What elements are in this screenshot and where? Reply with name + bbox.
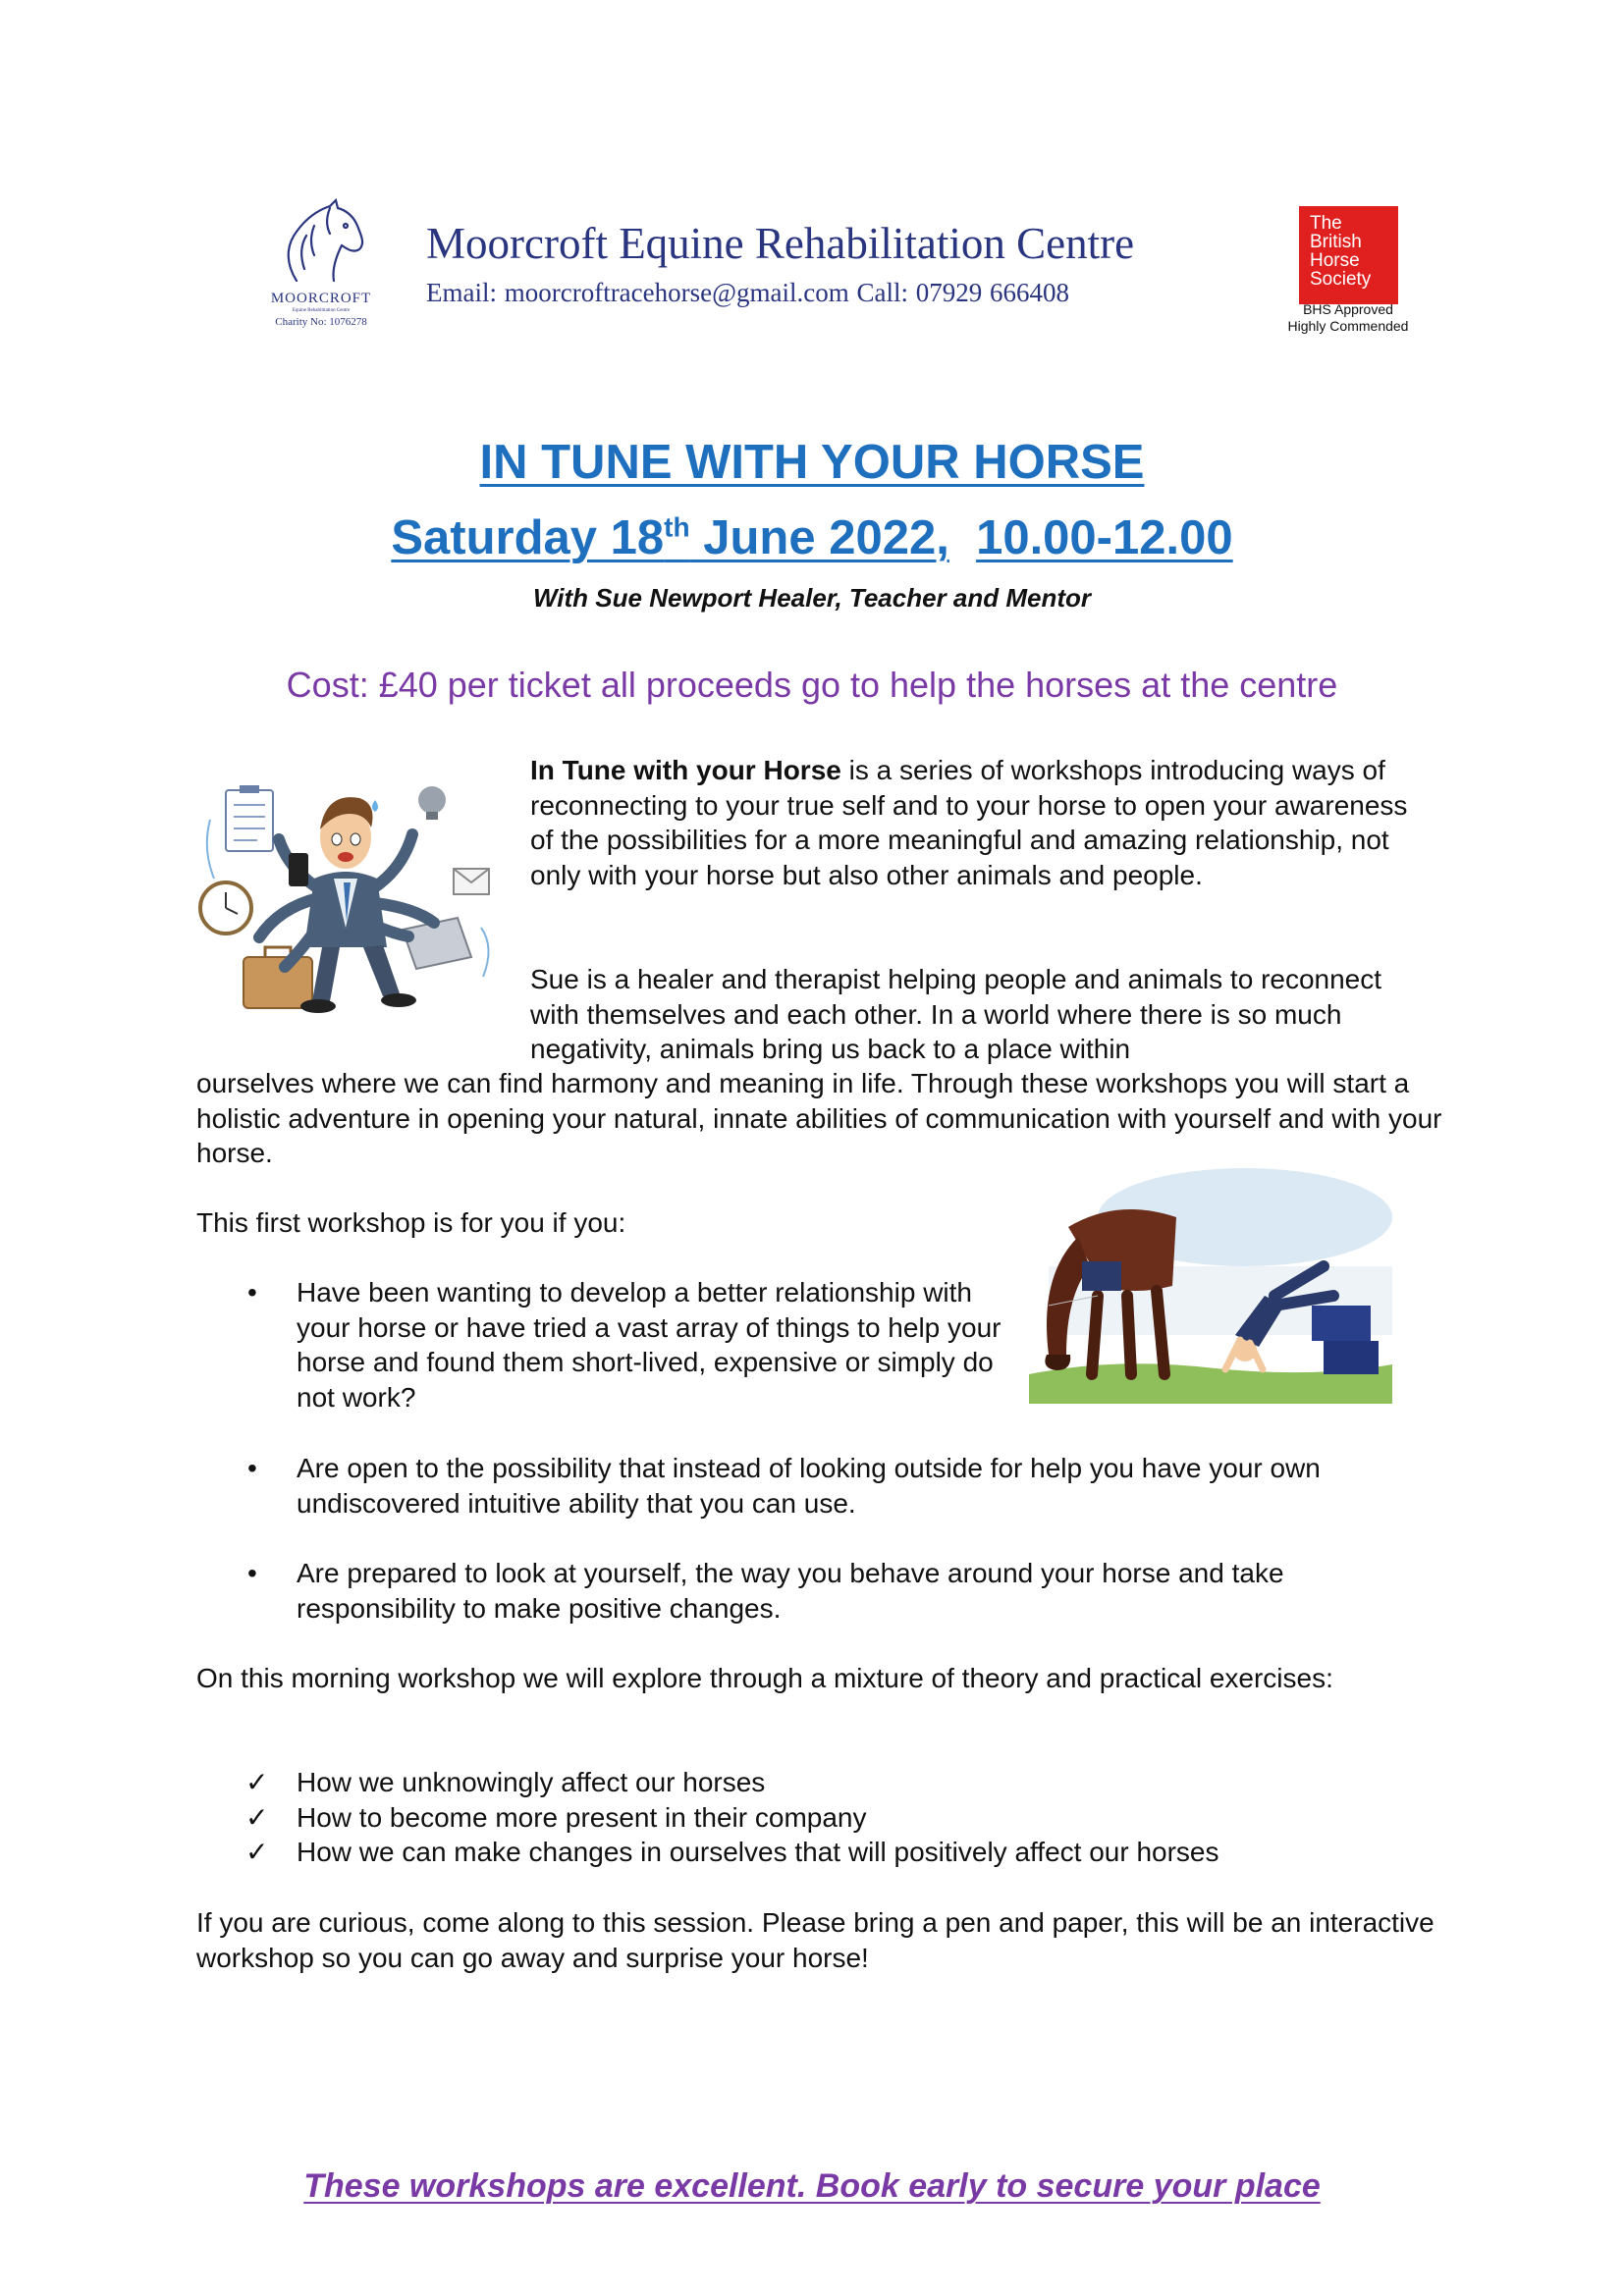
bullet-item <box>247 1275 1013 1415</box>
busy-businessman-illustration <box>196 761 511 1021</box>
intro-rest: is a series of workshops introducing ways of reconnecting to your true self and to your horse to open your awareness of the possibilities for a more meaningful and amazing relationship, not only with your horse but also other animals and people. <box>530 755 1408 890</box>
event-time: 10.00-12.00 <box>976 511 1233 564</box>
bullet-item <box>247 1556 1435 1626</box>
bullet-item <box>247 1451 1435 1521</box>
footer-text: These workshops are excellent. Book early to secure your place <box>303 2167 1321 2205</box>
bhs-logo <box>1299 206 1398 304</box>
bullet-text: Have been wanting to develop a better relationship with your horse or have tried a vast array of things to help your horse and found them short-lived, expensive or simply do not work? <box>297 1277 1001 1413</box>
horse-head-logo-icon <box>257 196 385 291</box>
date-prefix: Saturday 18 <box>391 511 665 564</box>
check-text: How to become more present in their company <box>297 1802 867 1833</box>
logo-tagline: Equine Rehabilitation Centre <box>292 308 351 313</box>
moorcroft-logo <box>257 196 385 334</box>
bullet-dot: • <box>247 1558 257 1588</box>
first-workshop-heading: This first workshop is for you if you: <box>196 1207 626 1238</box>
date-suffix: th <box>664 511 690 543</box>
event-title <box>0 435 1624 490</box>
bullet-dot: • <box>247 1277 257 1308</box>
check-text: How we can make changes in ourselves that will positively affect our horses <box>297 1837 1219 1867</box>
bullet-text: Are prepared to look at yourself, the way you behave around your horse and take responsibility to make positive changes. <box>297 1558 1284 1624</box>
charity-number: Charity No: 1076278 <box>275 316 367 328</box>
event-title-text: IN TUNE WITH YOUR HORSE <box>479 436 1145 489</box>
sue-paragraph-top: Sue is a healer and therapist helping people and animals to reconnect with themselves and each other. In a world where there is so much negativity, animals bring us back to a place within <box>530 964 1382 1064</box>
contact-line[interactable]: Email: moorcroftracehorse@gmail.com Call: 07929 666408 <box>426 278 1069 307</box>
bhs-line: Horse <box>1310 250 1360 271</box>
sue-paragraph-rest: ourselves where we can find harmony and meaning in life. Through these workshops you will start a holistic adventure in opening your natural, innate abilities of communication with yourself and with your horse. <box>196 1068 1442 1168</box>
date-month-year: June 2022, <box>689 511 949 564</box>
check-item <box>245 1835 1219 1870</box>
bullet-text: Are open to the possibility that instead of looking outside for help you have your own undiscovered intuitive ability that you can use. <box>297 1453 1321 1519</box>
check-item <box>245 1765 766 1800</box>
bhs-approved-text <box>1274 301 1422 335</box>
check-text: How we unknowingly affect our horses <box>297 1767 766 1797</box>
check-mark-icon: ✓ <box>245 1767 269 1797</box>
check-mark-icon: ✓ <box>245 1837 269 1867</box>
event-date <box>0 510 1624 565</box>
org-name: Moorcroft Equine Rehabilitation Centre <box>426 219 1135 268</box>
logo-brand: MOORCROFT <box>270 291 372 306</box>
bhs-approved: BHS Approved <box>1303 301 1393 317</box>
intro-bold: In Tune with your Horse <box>530 755 841 785</box>
bhs-line: British <box>1310 232 1362 252</box>
check-mark-icon: ✓ <box>245 1802 269 1833</box>
intro-paragraph <box>530 753 1434 892</box>
bullet-dot: • <box>247 1453 257 1483</box>
cost-line: Cost: £40 per ticket all proceeds go to help the horses at the centre <box>286 665 1338 705</box>
explore-paragraph: On this morning workshop we will explore through a mixture of theory and practical exercises: <box>196 1663 1333 1693</box>
curious-paragraph: If you are curious, come along to this session. Please bring a pen and paper, this will be an interactive workshop so you can go away and surprise your horse! <box>196 1907 1435 1973</box>
footer-callout <box>0 2167 1624 2206</box>
host-line: With Sue Newport Healer, Teacher and Mentor <box>532 583 1092 613</box>
horse-stretch-illustration <box>1029 1158 1397 1404</box>
bhs-line: The <box>1310 213 1342 234</box>
bhs-line: Society <box>1310 269 1372 290</box>
bhs-commended: Highly Commended <box>1287 318 1409 334</box>
check-item <box>245 1800 867 1836</box>
